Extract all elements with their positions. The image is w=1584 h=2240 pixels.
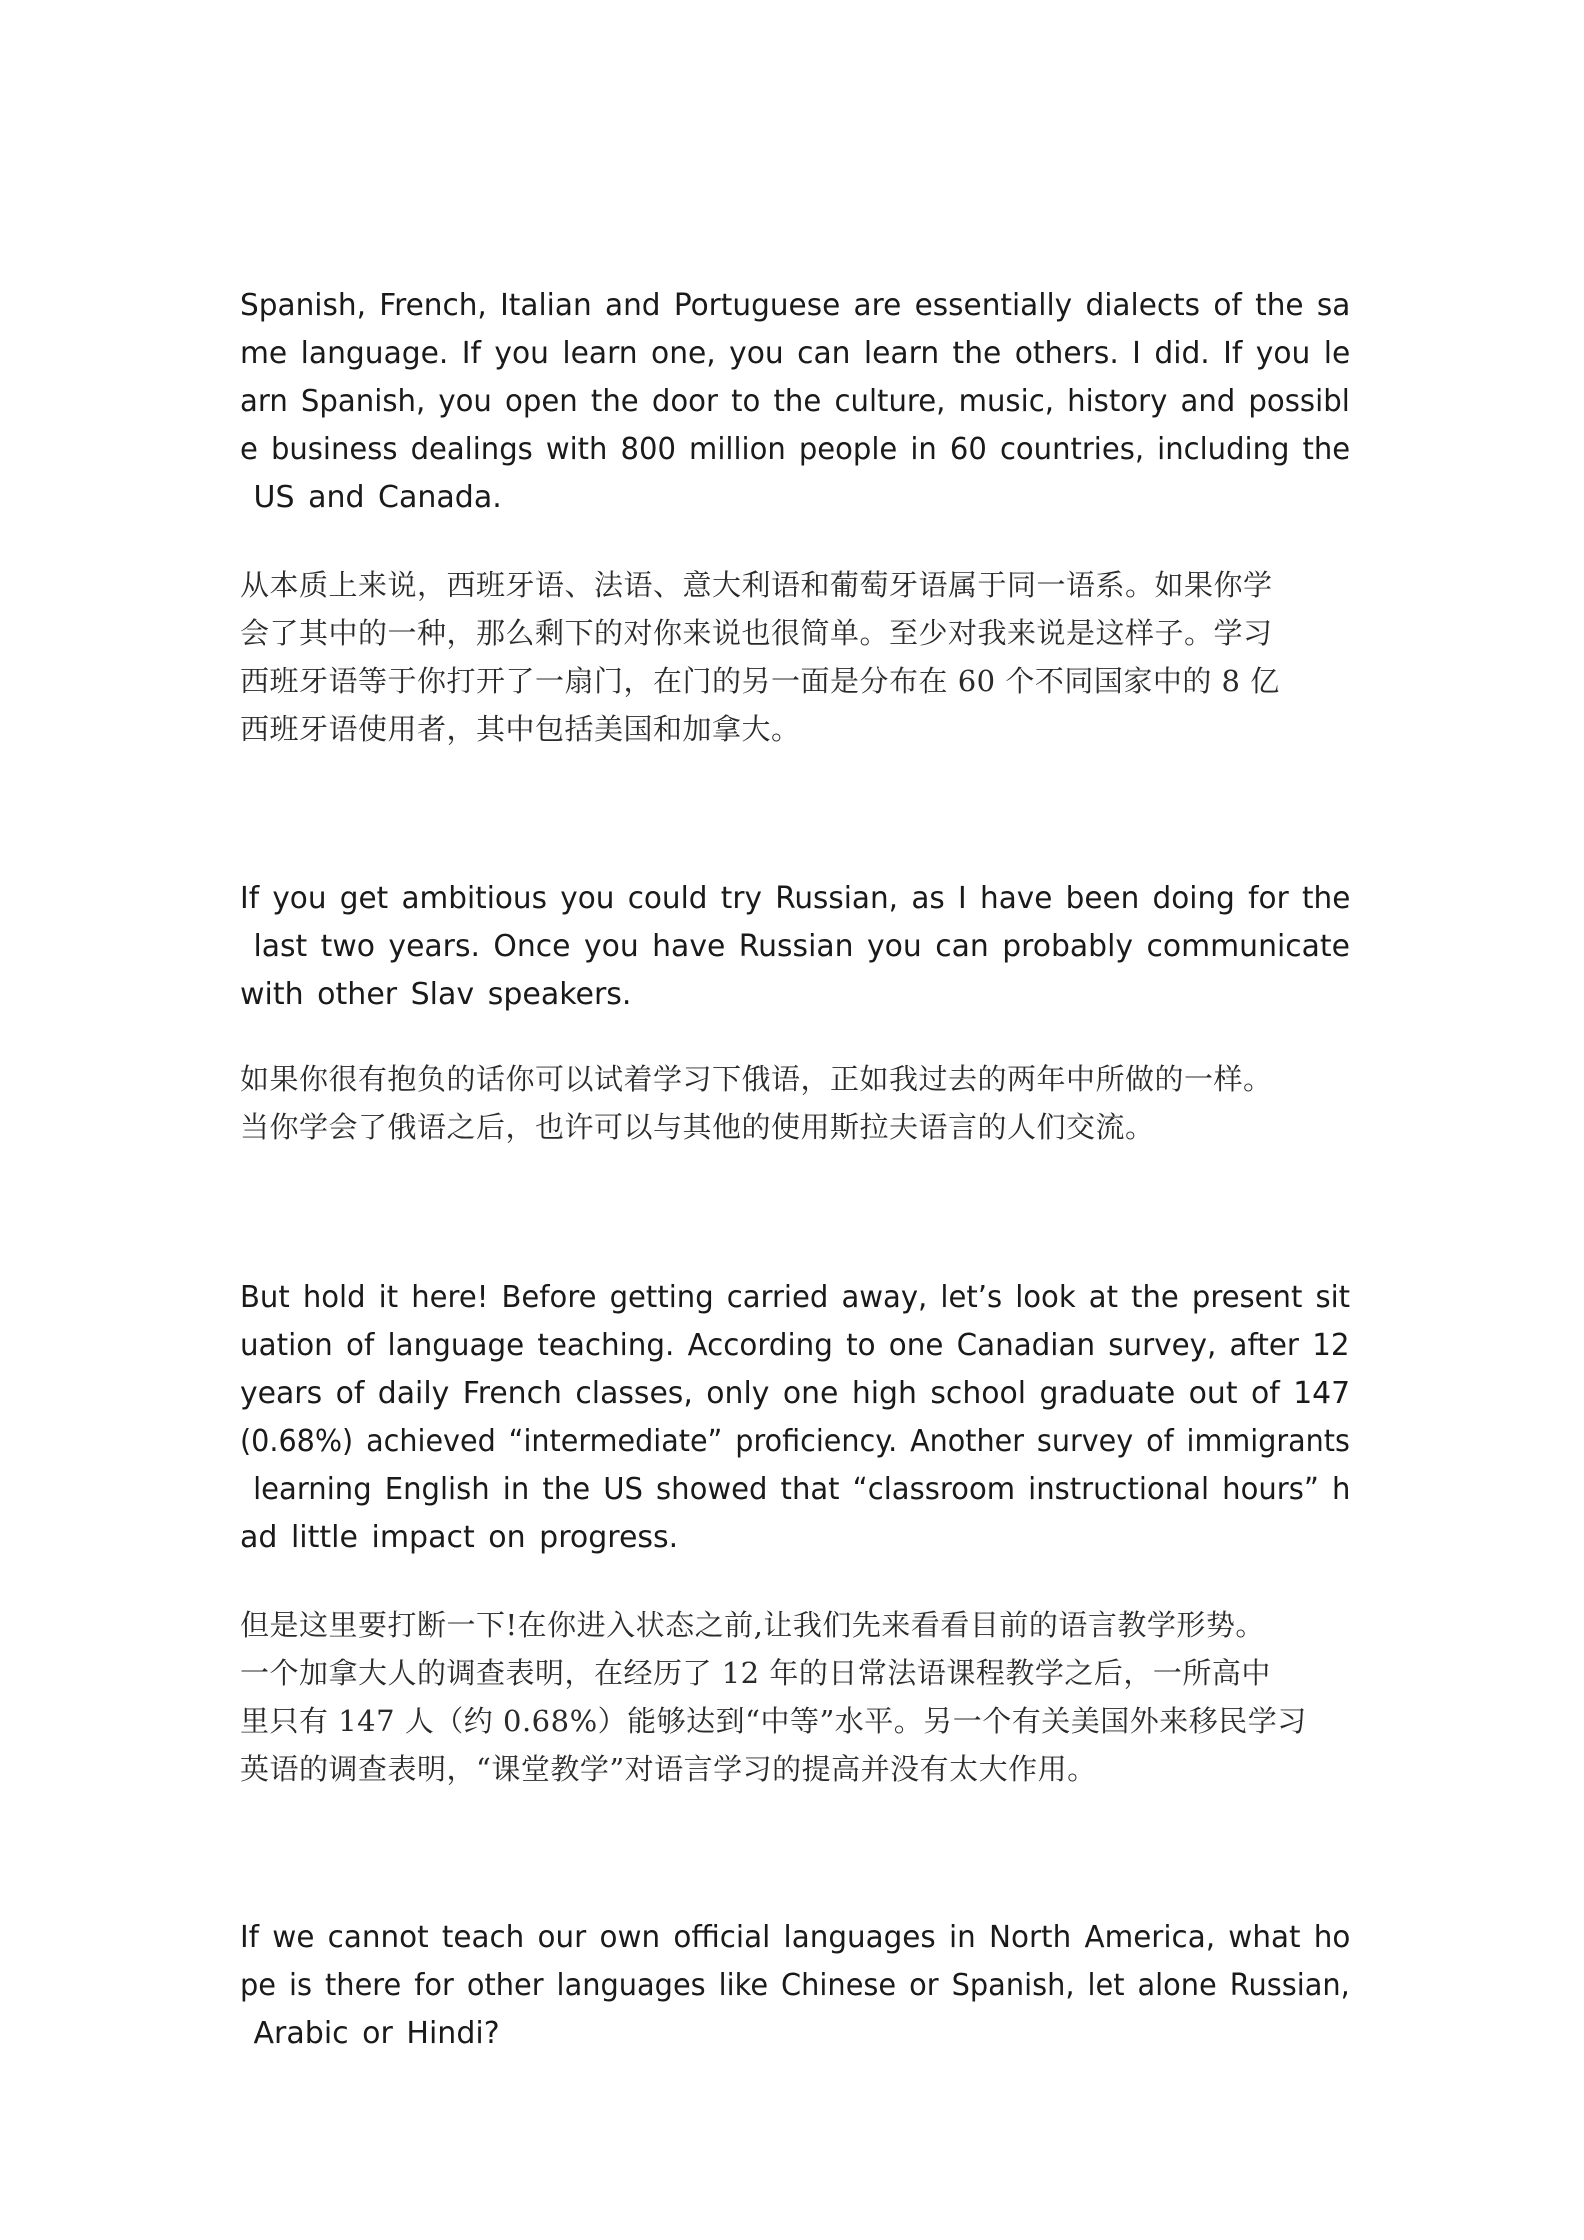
text-line: arn Spanish, you open the door to the culture, music, history and possibl bbox=[240, 384, 1350, 419]
text-line: 英语的调查表明，“课堂教学”对语言学习的提高并没有太大作用。 bbox=[240, 1752, 1097, 1786]
paragraph-chinese-language-teaching bbox=[240, 1601, 1350, 1793]
paragraph-chinese-romance-languages bbox=[240, 561, 1350, 753]
text-line: If we cannot teach our own official languages in North America, what ho bbox=[240, 1920, 1351, 1955]
text-line: (0.68%) achieved “intermediate” proficiency. Another survey of immigrants bbox=[240, 1424, 1350, 1459]
paragraph-english-romance-languages bbox=[240, 282, 1350, 522]
text-line: 西班牙语等于你打开了一扇门，在门的另一面是分布在 60 个不同国家中的 8 亿 bbox=[240, 664, 1280, 698]
text-line: e business dealings with 800 million people in 60 countries, including the bbox=[240, 432, 1351, 467]
text-line: US and Canada. bbox=[240, 480, 502, 515]
paragraph-english-official-languages bbox=[240, 1914, 1350, 2058]
text-line: 一个加拿大人的调查表明，在经历了 12 年的日常法语课程教学之后，一所高中 bbox=[240, 1656, 1271, 1690]
text-line: last two years. Once you have Russian you can probably communicate bbox=[240, 929, 1350, 964]
text-line: with other Slav speakers. bbox=[240, 977, 632, 1012]
text-line: 但是这里要打断一下!在你进入状态之前,让我们先来看看目前的语言教学形势。 bbox=[240, 1608, 1265, 1642]
text-line: uation of language teaching. According to one Canadian survey, after 12 bbox=[240, 1328, 1350, 1363]
text-line: me language. If you learn one, you can learn the others. I did. If you le bbox=[240, 336, 1351, 371]
text-line: pe is there for other languages like Chinese or Spanish, let alone Russian, bbox=[240, 1968, 1350, 2003]
text-line: 西班牙语使用者，其中包括美国和加拿大。 bbox=[240, 712, 801, 746]
text-line: But hold it here! Before getting carried away, let’s look at the present sit bbox=[240, 1280, 1351, 1315]
text-line: years of daily French classes, only one high school graduate out of 147 bbox=[240, 1376, 1351, 1411]
text-line: Arabic or Hindi? bbox=[240, 2016, 500, 2051]
text-line: ad little impact on progress. bbox=[240, 1520, 679, 1555]
text-line: 当你学会了俄语之后，也许可以与其他的使用斯拉夫语言的人们交流。 bbox=[240, 1110, 1155, 1144]
text-line: Spanish, French, Italian and Portuguese are essentially dialects of the sa bbox=[240, 288, 1351, 323]
text-line: If you get ambitious you could try Russian, as I have been doing for the bbox=[240, 881, 1351, 916]
paragraph-chinese-russian bbox=[240, 1055, 1350, 1151]
text-line: 里只有 147 人（约 0.68%）能够达到“中等”水平。另一个有关美国外来移民学习 bbox=[240, 1704, 1307, 1738]
text-line: learning English in the US showed that “classroom instructional hours” h bbox=[240, 1472, 1351, 1507]
paragraph-english-language-teaching bbox=[240, 1274, 1350, 1562]
text-line: 如果你很有抱负的话你可以试着学习下俄语，正如我过去的两年中所做的一样。 bbox=[240, 1062, 1273, 1096]
paragraph-english-russian bbox=[240, 875, 1350, 1019]
text-line: 从本质上来说，西班牙语、法语、意大利语和葡萄牙语属于同一语系。如果你学 bbox=[240, 568, 1273, 602]
text-line: 会了其中的一种，那么剩下的对你来说也很简单。至少对我来说是这样子。学习 bbox=[240, 616, 1273, 650]
